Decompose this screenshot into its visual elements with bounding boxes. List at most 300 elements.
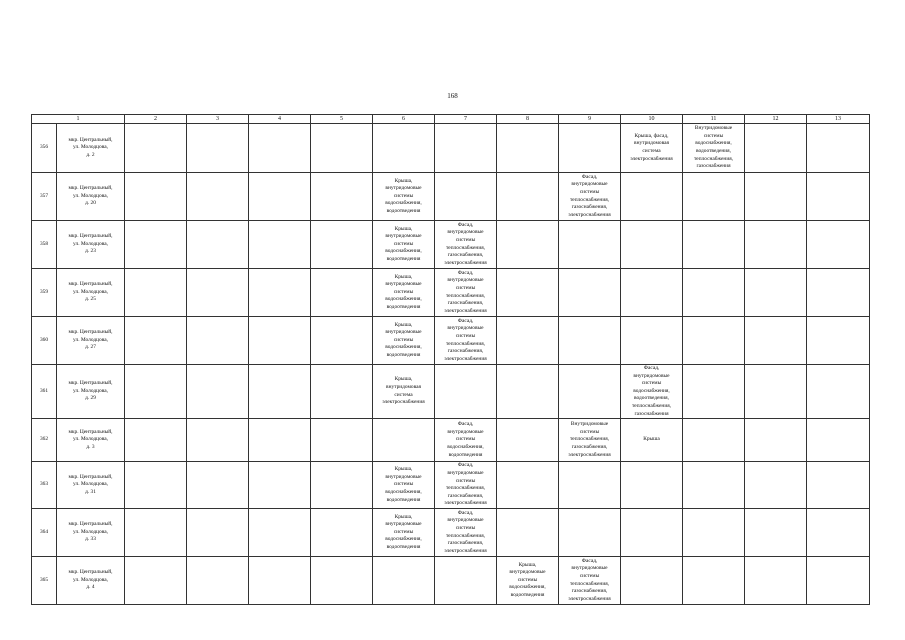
- work-cell-col-9: [559, 419, 621, 462]
- work-line: Фасад,: [457, 509, 474, 516]
- work-cell-col-12: [745, 124, 807, 173]
- work-line: газоснабжения,: [447, 300, 484, 307]
- work-cell-col-12: [745, 173, 807, 221]
- column-header-8: 8: [497, 115, 559, 124]
- work-line: теплоснабжения,: [569, 436, 610, 443]
- work-cell-col-13: [807, 269, 870, 317]
- work-line: водоотведения: [386, 303, 421, 310]
- work-line: внутридомовые: [447, 428, 484, 435]
- work-cell-col-2: [125, 221, 187, 269]
- row-number: 364: [32, 509, 57, 557]
- address-line: мкр. Центральный,: [68, 521, 113, 528]
- work-cell-col-10: [621, 419, 683, 462]
- work-cell-col-5: [311, 509, 373, 557]
- work-cell-col-4: [249, 124, 311, 173]
- address-cell: [57, 173, 125, 221]
- work-line: электроснабжения: [444, 547, 487, 554]
- work-cell-col-8: [497, 124, 559, 173]
- address-cell: [57, 269, 125, 317]
- work-line: Крыша,: [394, 466, 413, 473]
- row-number: 356: [32, 124, 57, 173]
- work-cell-col-12: [745, 269, 807, 317]
- work-cell-col-9: [559, 557, 621, 605]
- work-line: внутридомовая: [634, 140, 669, 147]
- work-line: системы: [455, 236, 476, 243]
- work-cell-col-4: [249, 173, 311, 221]
- work-line: теплоснабжения,: [569, 196, 610, 203]
- table-row: [32, 221, 870, 269]
- work-cell-col-4: [249, 317, 311, 365]
- work-cell-col-4: [249, 462, 311, 509]
- work-cell-col-12: [745, 419, 807, 462]
- work-cell-col-11: [683, 269, 745, 317]
- address-line: д. 33: [85, 536, 96, 543]
- work-line: внутридомовые: [447, 517, 484, 524]
- work-cell-col-9: [559, 462, 621, 509]
- work-cell-col-7: [435, 124, 497, 173]
- address-cell: [57, 419, 125, 462]
- work-line: теплоснабжения,: [631, 402, 672, 409]
- work-cell-col-8: [497, 557, 559, 605]
- address-line: д. 4: [86, 584, 95, 591]
- work-line: водоотведения: [386, 255, 421, 262]
- address-line: ул. Молодцова,: [73, 436, 108, 443]
- table-row: [32, 317, 870, 365]
- work-line: электроснабжения: [444, 307, 487, 314]
- work-line: системы: [455, 436, 476, 443]
- address-cell: [57, 462, 125, 509]
- work-cell-col-6: [373, 173, 435, 221]
- work-line: газоснабжения: [634, 410, 669, 417]
- work-line: внутридомовые: [385, 521, 422, 528]
- address-line: мкр. Центральный,: [68, 136, 113, 143]
- work-line: внутридомовые: [385, 329, 422, 336]
- column-header-13: 13: [807, 115, 870, 124]
- work-cell-col-9: [559, 365, 621, 419]
- work-cell-col-11: [683, 317, 745, 365]
- work-line: внутридомовые: [447, 469, 484, 476]
- work-line: система: [642, 148, 661, 154]
- table-row: [32, 365, 870, 419]
- column-header-9: 9: [559, 115, 621, 124]
- work-cell-col-12: [745, 365, 807, 419]
- work-cell-col-5: [311, 419, 373, 462]
- work-cell-col-7: [435, 317, 497, 365]
- work-cell-col-4: [249, 419, 311, 462]
- work-line: системы: [579, 428, 600, 435]
- work-line: Фасад,: [581, 173, 598, 180]
- address-line: мкр. Центральный,: [68, 569, 113, 576]
- work-line: газоснабжения,: [571, 204, 608, 211]
- address-line: мкр. Центральный,: [68, 281, 113, 288]
- work-cell-col-6: [373, 509, 435, 557]
- work-cell-col-10: [621, 173, 683, 221]
- work-cell-col-11: [683, 365, 745, 419]
- work-cell-col-3: [187, 509, 249, 557]
- work-cell-col-3: [187, 557, 249, 605]
- work-cell-col-12: [745, 221, 807, 269]
- work-cell-col-8: [497, 317, 559, 365]
- work-line: газоснабжения,: [447, 540, 484, 547]
- page-number: 168: [447, 92, 458, 100]
- work-line: водоснабжения,: [385, 536, 422, 543]
- work-cell-col-7: [435, 173, 497, 221]
- work-cell-col-3: [187, 317, 249, 365]
- address-line: д. 31: [85, 488, 96, 495]
- work-cell-col-4: [249, 509, 311, 557]
- work-cell-col-2: [125, 462, 187, 509]
- address-line: д. 23: [85, 248, 96, 255]
- work-line: Крыша,: [394, 513, 413, 520]
- work-line: водоснабжения,: [695, 140, 732, 147]
- address-line: мкр. Центральный,: [68, 329, 113, 336]
- work-line: Крыша,: [394, 177, 413, 184]
- work-cell-col-7: [435, 509, 497, 557]
- work-cell-col-11: [683, 221, 745, 269]
- table-header-row: [32, 115, 870, 124]
- work-cell-col-13: [807, 557, 870, 605]
- column-header-11: 11: [683, 115, 745, 124]
- address-cell: [57, 509, 125, 557]
- work-cell-col-9: [559, 269, 621, 317]
- work-line: Внутридомовые: [570, 421, 609, 428]
- work-cell-col-6: [373, 365, 435, 419]
- work-line: электроснабжения: [568, 451, 611, 458]
- work-line: электроснабжения: [444, 500, 487, 507]
- work-cell-col-7: [435, 221, 497, 269]
- address-line: мкр. Центральный,: [68, 473, 113, 480]
- work-line: Крыша,: [394, 376, 413, 383]
- work-line: системы: [393, 481, 414, 488]
- work-line: водоснабжения,: [385, 344, 422, 351]
- column-header-3: 3: [187, 115, 249, 124]
- address-line: мкр. Центральный,: [68, 380, 113, 387]
- address-line: д. 3: [86, 443, 95, 450]
- work-cell-col-7: [435, 462, 497, 509]
- work-cell-col-3: [187, 365, 249, 419]
- work-cell-col-12: [745, 317, 807, 365]
- work-line: системы: [455, 477, 476, 484]
- work-cell-col-11: [683, 419, 745, 462]
- row-number: 362: [32, 419, 57, 462]
- work-line: системы: [579, 573, 600, 580]
- work-line: внутридомовые: [571, 565, 608, 572]
- work-line: внутридомовые: [385, 473, 422, 480]
- repair-schedule-table: [31, 114, 870, 605]
- column-header-4: 4: [249, 115, 311, 124]
- address-line: д. 20: [85, 200, 96, 207]
- work-cell-col-8: [497, 173, 559, 221]
- column-header-10: 10: [621, 115, 683, 124]
- work-line: газоснабжения: [696, 163, 731, 170]
- address-line: мкр. Центральный,: [68, 233, 113, 240]
- work-line: электроснабжения: [568, 595, 611, 602]
- work-cell-col-13: [807, 173, 870, 221]
- work-line: электроснабжения: [568, 211, 611, 218]
- work-cell-col-5: [311, 269, 373, 317]
- work-line: внутридомовые: [385, 233, 422, 240]
- work-line: Фасад,: [457, 221, 474, 228]
- work-line: газоснабжения,: [571, 588, 608, 595]
- address-line: ул. Молодцова,: [73, 387, 108, 394]
- work-line: водоотведения: [386, 544, 421, 551]
- work-line: Крыша,: [518, 561, 537, 568]
- work-cell-col-9: [559, 509, 621, 557]
- work-line: система: [394, 391, 413, 398]
- work-cell-col-8: [497, 419, 559, 462]
- work-cell-col-8: [497, 221, 559, 269]
- work-line: внутридомовые: [385, 281, 422, 288]
- column-header-2: 2: [125, 115, 187, 124]
- work-cell-col-8: [497, 462, 559, 509]
- address-cell: [57, 365, 125, 419]
- work-line: Фасад,: [643, 365, 660, 371]
- work-line: теплоснабжения,: [445, 485, 486, 492]
- address-line: ул. Молодцова,: [73, 481, 108, 488]
- table-row: [32, 557, 870, 605]
- work-cell-col-7: [435, 419, 497, 462]
- table-row: [32, 509, 870, 557]
- work-cell-col-10: [621, 124, 683, 173]
- work-line: системы: [393, 336, 414, 343]
- work-cell-col-3: [187, 221, 249, 269]
- work-line: внутридомовые: [633, 372, 670, 379]
- work-cell-col-5: [311, 317, 373, 365]
- address-line: ул. Молодцова,: [73, 144, 108, 151]
- table-row: [32, 173, 870, 221]
- work-line: Фасад,: [457, 421, 474, 428]
- address-cell: [57, 221, 125, 269]
- table-row: [32, 419, 870, 462]
- work-line: газоснабжения,: [447, 492, 484, 499]
- work-cell-col-5: [311, 173, 373, 221]
- work-cell-col-3: [187, 124, 249, 173]
- work-cell-col-7: [435, 269, 497, 317]
- work-line: водоснабжения,: [385, 296, 422, 303]
- work-cell-col-8: [497, 269, 559, 317]
- address-line: ул. Молодцова,: [73, 192, 108, 199]
- column-header-12: 12: [745, 115, 807, 124]
- work-line: внутридомовая: [386, 383, 421, 390]
- work-cell-col-13: [807, 509, 870, 557]
- work-cell-col-11: [683, 557, 745, 605]
- address-line: д. 25: [85, 296, 96, 303]
- work-cell-col-11: [683, 124, 745, 173]
- work-line: электроснабжения: [444, 355, 487, 362]
- column-header-6: 6: [373, 115, 435, 124]
- work-cell-col-2: [125, 173, 187, 221]
- work-line: газоснабжения,: [571, 443, 608, 450]
- work-line: системы: [517, 576, 538, 583]
- address-line: д. 27: [85, 344, 96, 351]
- work-cell-col-6: [373, 419, 435, 462]
- work-cell-col-2: [125, 124, 187, 173]
- work-line: Крыша,: [394, 225, 413, 232]
- work-cell-col-4: [249, 365, 311, 419]
- address-line: ул. Молодцова,: [73, 240, 108, 247]
- work-cell-col-5: [311, 221, 373, 269]
- work-cell-col-10: [621, 509, 683, 557]
- work-cell-col-10: [621, 317, 683, 365]
- work-line: электроснабжения: [444, 259, 487, 266]
- table-row: [32, 269, 870, 317]
- row-number: 359: [32, 269, 57, 317]
- row-number: 361: [32, 365, 57, 419]
- work-line: водоотведения: [386, 351, 421, 358]
- work-line: Крыша,: [394, 273, 413, 280]
- work-cell-col-9: [559, 221, 621, 269]
- row-number: 358: [32, 221, 57, 269]
- work-cell-col-2: [125, 557, 187, 605]
- work-line: водоснабжения,: [385, 488, 422, 495]
- work-line: электроснабжения: [382, 399, 425, 406]
- work-line: системы: [703, 132, 724, 139]
- address-cell: [57, 317, 125, 365]
- work-line: Крыша: [643, 436, 660, 443]
- work-line: газоснабжения,: [447, 348, 484, 355]
- work-cell-col-6: [373, 221, 435, 269]
- work-line: водоснабжения,: [509, 584, 546, 591]
- work-line: внутридомовые: [509, 569, 546, 576]
- row-number: 357: [32, 173, 57, 221]
- work-cell-col-6: [373, 317, 435, 365]
- column-header-7: 7: [435, 115, 497, 124]
- work-line: водоснабжения,: [447, 443, 484, 450]
- work-cell-col-7: [435, 557, 497, 605]
- work-line: теплоснабжения,: [693, 155, 734, 162]
- work-cell-col-13: [807, 124, 870, 173]
- address-cell: [57, 124, 125, 173]
- address-line: ул. Молодцова,: [73, 288, 108, 295]
- address-line: мкр. Центральный,: [68, 428, 113, 435]
- work-cell-col-5: [311, 124, 373, 173]
- column-header-5: 5: [311, 115, 373, 124]
- table-body: [32, 115, 870, 605]
- address-cell: [57, 557, 125, 605]
- work-line: внутридомовые: [571, 181, 608, 188]
- row-number: 360: [32, 317, 57, 365]
- work-line: системы: [393, 240, 414, 247]
- work-cell-col-9: [559, 173, 621, 221]
- work-cell-col-10: [621, 365, 683, 419]
- work-line: водоотведения,: [695, 148, 732, 154]
- work-line: Крыша,: [394, 321, 413, 328]
- work-cell-col-2: [125, 419, 187, 462]
- table-row: [32, 462, 870, 509]
- work-cell-col-4: [249, 269, 311, 317]
- work-line: водоотведения: [510, 592, 545, 599]
- work-cell-col-6: [373, 269, 435, 317]
- work-cell-col-12: [745, 462, 807, 509]
- work-cell-col-8: [497, 509, 559, 557]
- work-line: Внутридомовые: [694, 125, 733, 132]
- work-cell-col-8: [497, 365, 559, 419]
- work-line: Фасад,: [457, 462, 474, 469]
- work-line: водоснабжения,: [385, 248, 422, 255]
- work-line: Фасад,: [581, 557, 598, 564]
- work-cell-col-13: [807, 221, 870, 269]
- address-line: ул. Молодцова,: [73, 528, 108, 535]
- column-header-1: 1: [32, 115, 125, 124]
- work-line: внутридомовые: [447, 277, 484, 284]
- work-line: теплоснабжения,: [445, 532, 486, 539]
- work-line: внутридомовые: [447, 229, 484, 236]
- row-number: 363: [32, 462, 57, 509]
- work-line: водоснабжения,: [385, 200, 422, 207]
- work-line: газоснабжения,: [447, 252, 484, 259]
- work-line: системы: [393, 192, 414, 199]
- work-cell-col-3: [187, 173, 249, 221]
- work-cell-col-10: [621, 557, 683, 605]
- work-cell-col-5: [311, 365, 373, 419]
- work-cell-col-2: [125, 509, 187, 557]
- address-line: д. 2: [86, 151, 95, 158]
- work-line: водоотведения: [386, 496, 421, 503]
- work-cell-col-10: [621, 221, 683, 269]
- work-line: системы: [455, 284, 476, 291]
- work-cell-col-10: [621, 462, 683, 509]
- work-cell-col-6: [373, 557, 435, 605]
- work-cell-col-5: [311, 557, 373, 605]
- work-line: электроснабжения: [630, 155, 673, 162]
- work-cell-col-11: [683, 462, 745, 509]
- work-cell-col-2: [125, 269, 187, 317]
- work-line: системы: [641, 380, 662, 387]
- address-line: ул. Молодцова,: [73, 576, 108, 583]
- work-cell-col-3: [187, 419, 249, 462]
- work-line: водоотведения: [386, 207, 421, 214]
- work-line: Фасад,: [457, 269, 474, 276]
- work-line: водоотведения: [448, 451, 483, 458]
- work-line: системы: [579, 188, 600, 195]
- work-line: водоотведения,: [633, 395, 670, 402]
- work-cell-col-13: [807, 365, 870, 419]
- work-line: водоснабжения,: [633, 387, 670, 394]
- work-line: теплоснабжения,: [569, 580, 610, 587]
- work-line: теплоснабжения,: [445, 292, 486, 299]
- work-cell-col-10: [621, 269, 683, 317]
- address-line: ул. Молодцова,: [73, 336, 108, 343]
- address-line: мкр. Центральный,: [68, 185, 113, 192]
- work-cell-col-12: [745, 557, 807, 605]
- work-cell-col-6: [373, 462, 435, 509]
- work-cell-col-12: [745, 509, 807, 557]
- address-line: д. 29: [85, 395, 96, 402]
- work-cell-col-3: [187, 462, 249, 509]
- table-row: [32, 124, 870, 173]
- work-cell-col-6: [373, 124, 435, 173]
- work-line: системы: [393, 288, 414, 295]
- work-cell-col-5: [311, 462, 373, 509]
- work-cell-col-9: [559, 124, 621, 173]
- work-line: системы: [455, 332, 476, 339]
- work-cell-col-4: [249, 221, 311, 269]
- work-cell-col-11: [683, 173, 745, 221]
- work-line: Крыша, фасад,: [634, 132, 669, 139]
- work-cell-col-3: [187, 269, 249, 317]
- work-cell-col-9: [559, 317, 621, 365]
- work-line: внутридомовые: [447, 325, 484, 332]
- work-cell-col-13: [807, 419, 870, 462]
- work-line: системы: [455, 525, 476, 532]
- work-line: внутридомовые: [385, 185, 422, 192]
- work-cell-col-13: [807, 462, 870, 509]
- work-cell-col-4: [249, 557, 311, 605]
- work-line: системы: [393, 528, 414, 535]
- work-cell-col-11: [683, 509, 745, 557]
- work-line: теплоснабжения,: [445, 340, 486, 347]
- work-cell-col-13: [807, 317, 870, 365]
